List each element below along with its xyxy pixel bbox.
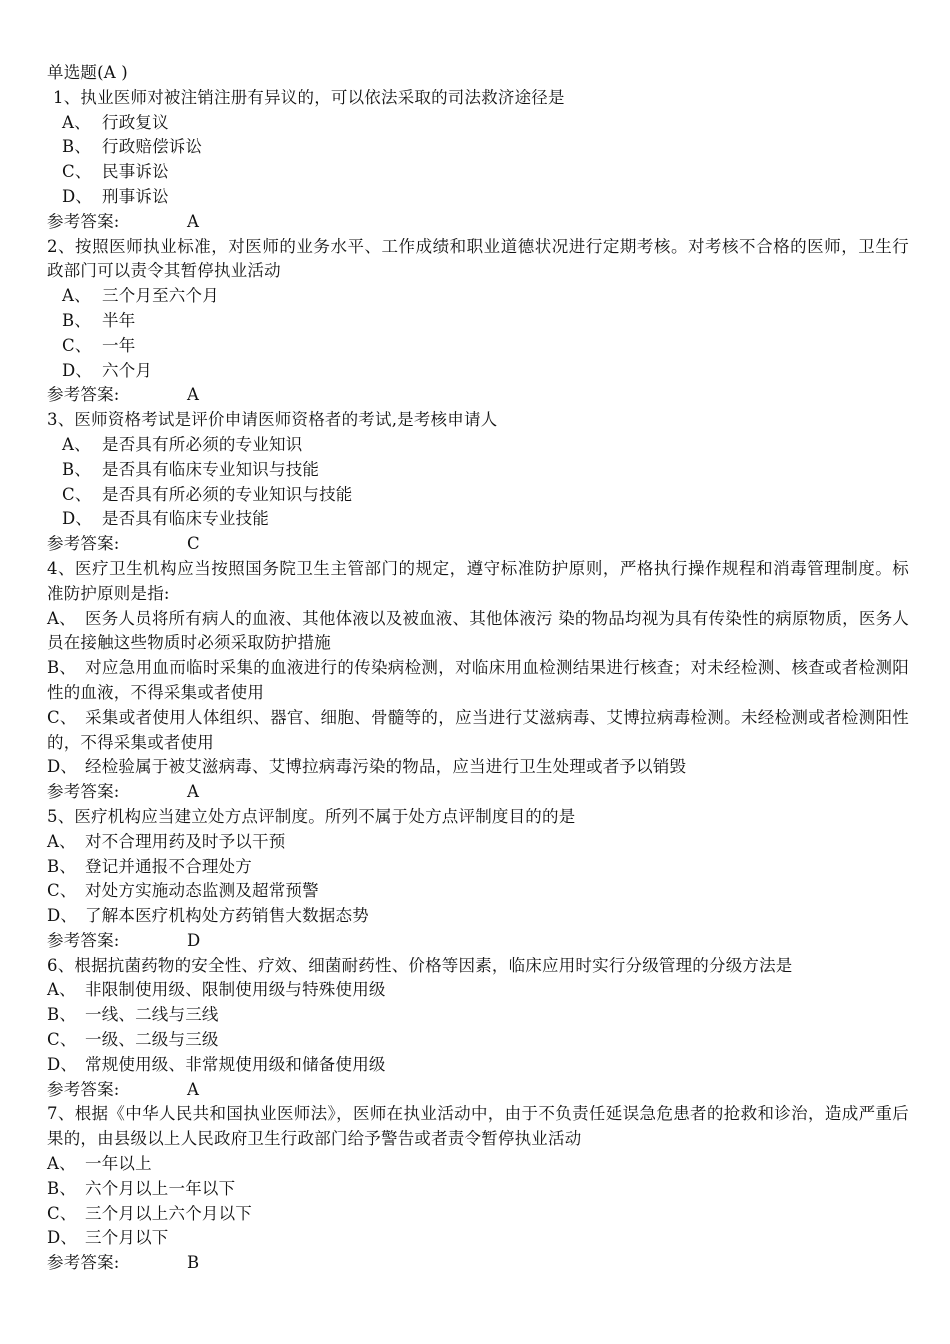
reference-answer xyxy=(47,532,909,557)
option-b xyxy=(47,656,909,706)
option-d xyxy=(47,359,909,384)
question-stem: 7、根据《中华人民共和国执业医师法》，医师在执业活动中，由于不负责任延误急危患者的抢救和诊治，造成严重后果的，由县级以上人民政府卫生行政部门给予警告或者责令暂停执业活动 xyxy=(47,1104,909,1149)
option-a xyxy=(47,284,909,309)
option-letter: D、 xyxy=(47,906,78,926)
option-text: 采集或者使用人体组织、器官、细胞、骨髓等的，应当进行艾滋病毒、艾博拉病毒检测。未经检测或者检测阳性的，不得采集或者使用 xyxy=(47,707,909,752)
option-b xyxy=(47,458,909,483)
answer-label: 参考答案: xyxy=(47,1253,120,1273)
option-d xyxy=(47,507,909,532)
option-c xyxy=(47,483,909,508)
option-letter: C、 xyxy=(62,335,92,355)
option-d xyxy=(47,185,909,210)
option-letter: A、 xyxy=(47,608,76,628)
section-title: 单选题(A ) xyxy=(47,63,128,82)
option-letter: A、 xyxy=(47,831,76,851)
option-b xyxy=(47,309,909,334)
option-letter: A、 xyxy=(62,112,91,132)
answer-value: B xyxy=(187,1253,200,1273)
question-2 xyxy=(47,235,909,409)
option-letter: C、 xyxy=(62,484,92,504)
question-stem: 2、按照医师执业标准，对医师的业务水平、工作成绩和职业道德状况进行定期考核。对考核不合格的医师，卫生行政部门可以责令其暂停执业活动 xyxy=(47,236,909,281)
option-letter: D、 xyxy=(47,757,78,777)
option-text: 一年以上 xyxy=(85,1154,152,1174)
question-5 xyxy=(47,805,909,954)
option-text: 一年 xyxy=(102,335,136,355)
option-text: 医务人员将所有病人的血液、其他体液以及被血液、其他体液污 染的物品均视为具有传染性的病原物质，医务人员在接触这些物质时必须采取防护措施 xyxy=(47,608,909,653)
option-text: 三个月以下 xyxy=(85,1228,169,1248)
option-c xyxy=(47,1202,909,1227)
option-text: 常规使用级、非常规使用级和储备使用级 xyxy=(85,1054,386,1074)
option-text: 一级、二级与三级 xyxy=(85,1030,219,1050)
answer-label: 参考答案: xyxy=(47,211,120,231)
option-text: 六个月以上一年以下 xyxy=(85,1178,236,1198)
option-letter: C、 xyxy=(47,881,77,901)
option-letter: B、 xyxy=(62,310,92,330)
option-letter: C、 xyxy=(47,1203,77,1223)
option-d xyxy=(47,1053,909,1078)
option-text: 了解本医疗机构处方药销售大数据态势 xyxy=(85,906,369,926)
answer-label: 参考答案: xyxy=(47,385,120,405)
question-stem: 3、医师资格考试是评价申请医师资格者的考试,是考核申请人 xyxy=(47,410,498,430)
option-text: 对应急用血而临时采集的血液进行的传染病检测，对临床用血检测结果进行核查；对未经检测、核查或者检测阳性的血液，不得采集或者使用 xyxy=(47,658,909,702)
question-1 xyxy=(47,86,909,235)
option-letter: D、 xyxy=(47,1054,78,1074)
option-c xyxy=(47,879,909,904)
answer-value: A xyxy=(187,1079,200,1099)
option-text: 六个月 xyxy=(102,360,153,380)
reference-answer xyxy=(47,1251,909,1276)
option-text: 行政赔偿诉讼 xyxy=(102,137,203,157)
option-letter: C、 xyxy=(47,1030,77,1050)
exam-page xyxy=(47,61,909,1276)
answer-value: D xyxy=(187,930,201,950)
question-3 xyxy=(47,408,909,557)
option-text: 对处方实施动态监测及超常预警 xyxy=(85,881,319,901)
option-letter: D、 xyxy=(62,186,93,206)
option-letter: B、 xyxy=(47,658,77,678)
option-text: 一线、二线与三线 xyxy=(85,1005,219,1025)
reference-answer xyxy=(47,929,909,954)
option-text: 经检验属于被艾滋病毒、艾博拉病毒污染的物品，应当进行卫生处理或者予以销毁 xyxy=(85,757,687,777)
option-letter: A、 xyxy=(47,980,76,1000)
reference-answer xyxy=(47,780,909,805)
reference-answer xyxy=(47,1078,909,1103)
option-letter: C、 xyxy=(47,707,77,727)
option-text: 半年 xyxy=(102,310,136,330)
answer-value: A xyxy=(187,385,200,405)
option-text: 刑事诉讼 xyxy=(102,186,169,206)
option-c xyxy=(47,334,909,359)
answer-value: C xyxy=(187,534,200,554)
option-b xyxy=(47,1003,909,1028)
option-text: 三个月以上六个月以下 xyxy=(85,1203,252,1223)
option-b xyxy=(47,135,909,160)
option-letter: A、 xyxy=(62,434,91,454)
option-letter: B、 xyxy=(47,856,77,876)
option-text: 对不合理用药及时予以干预 xyxy=(85,831,286,851)
option-letter: B、 xyxy=(47,1005,77,1025)
option-letter: D、 xyxy=(62,509,93,529)
question-stem: 1、执业医师对被注销注册有异议的，可以依法采取的司法救济途径是 xyxy=(53,87,565,107)
option-text: 行政复议 xyxy=(102,112,169,132)
option-text: 三个月至六个月 xyxy=(102,286,219,306)
option-d xyxy=(47,755,909,780)
answer-label: 参考答案: xyxy=(47,534,120,554)
answer-value: A xyxy=(187,782,200,802)
question-stem: 6、根据抗菌药物的安全性、疗效、细菌耐药性、价格等因素，临床应用时实行分级管理的分级方法是 xyxy=(47,955,793,975)
option-letter: A、 xyxy=(62,286,91,306)
option-letter: B、 xyxy=(62,459,92,479)
option-d xyxy=(47,1226,909,1251)
question-6 xyxy=(47,954,909,1103)
option-a xyxy=(47,433,909,458)
option-text: 民事诉讼 xyxy=(102,162,169,182)
option-c xyxy=(47,706,909,756)
option-letter: B、 xyxy=(62,137,92,157)
option-text: 登记并通报不合理处方 xyxy=(85,856,252,876)
reference-answer xyxy=(47,383,909,408)
answer-label: 参考答案: xyxy=(47,1079,120,1099)
question-stem: 5、医疗机构应当建立处方点评制度。所列不属于处方点评制度目的的是 xyxy=(47,806,576,826)
option-letter: C、 xyxy=(62,162,92,182)
option-a xyxy=(47,607,909,657)
option-text: 是否具有所必须的专业知识 xyxy=(102,434,303,454)
option-a xyxy=(47,111,909,136)
answer-label: 参考答案: xyxy=(47,782,120,802)
option-text: 是否具有临床专业技能 xyxy=(102,509,269,529)
option-letter: B、 xyxy=(47,1178,77,1198)
question-stem: 4、医疗卫生机构应当按照国务院卫生主管部门的规定，遵守标准防护原则，严格执行操作规程和消毒管理制度。标准防护原则是指: xyxy=(47,558,909,603)
question-7 xyxy=(47,1102,909,1276)
option-letter: D、 xyxy=(62,360,93,380)
option-d xyxy=(47,904,909,929)
option-a xyxy=(47,830,909,855)
answer-label: 参考答案: xyxy=(47,930,120,950)
option-a xyxy=(47,978,909,1003)
question-4 xyxy=(47,557,909,805)
option-a xyxy=(47,1152,909,1177)
option-c xyxy=(47,1028,909,1053)
option-b xyxy=(47,1177,909,1202)
option-text: 是否具有临床专业知识与技能 xyxy=(102,459,320,479)
option-b xyxy=(47,855,909,880)
reference-answer xyxy=(47,210,909,235)
option-text: 是否具有所必须的专业知识与技能 xyxy=(102,484,353,504)
option-text: 非限制使用级、限制使用级与特殊使用级 xyxy=(85,980,386,1000)
answer-value: A xyxy=(187,211,200,231)
option-letter: A、 xyxy=(47,1154,76,1174)
option-c xyxy=(47,160,909,185)
option-letter: D、 xyxy=(47,1228,78,1248)
